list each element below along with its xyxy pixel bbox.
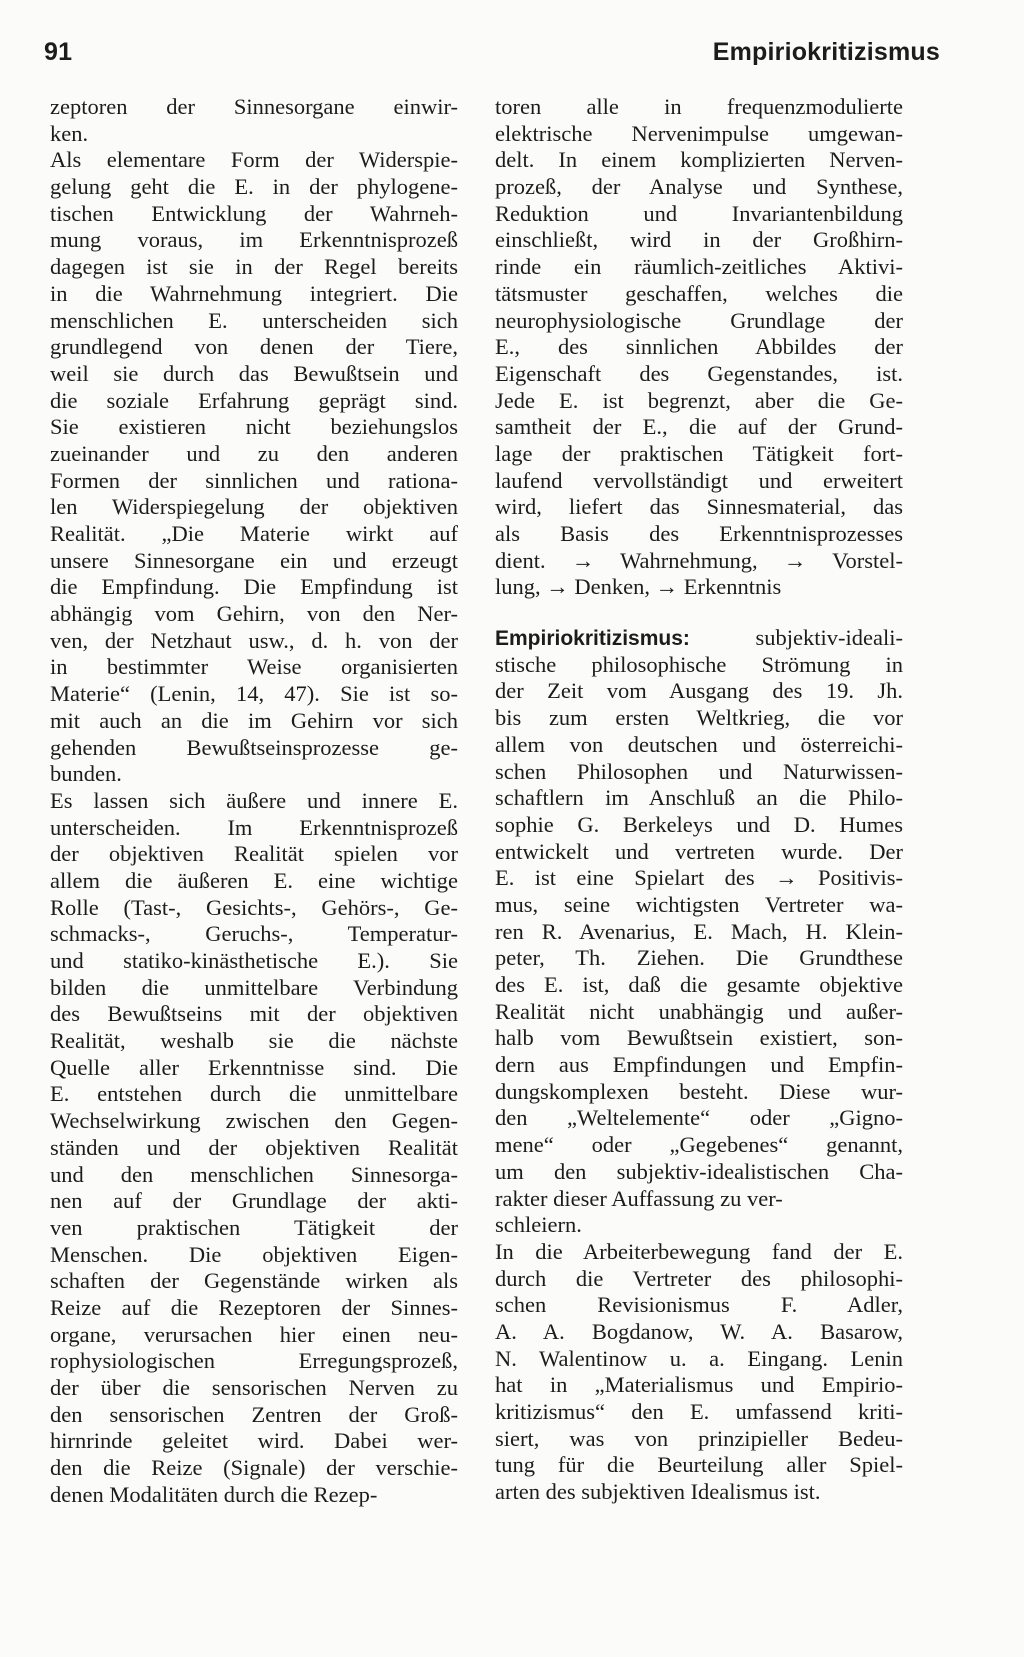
text-line: unterscheiden. Im Erkenntnisprozeß [50, 814, 458, 840]
text-line: Jede E. ist begrenzt, aber die Ge- [495, 387, 903, 413]
text-line: A. A. Bogdanow, W. A. Basarow, [495, 1318, 903, 1344]
text-line: mung voraus, im Erkenntnisprozeß [50, 227, 458, 253]
text-line: schmacks-, Geruchs-, Temperatur- [50, 921, 458, 947]
text-line: E. entstehen durch die unmittelbare [50, 1081, 458, 1107]
text-line: ken. [50, 120, 89, 146]
text-line: bis zum ersten Weltkrieg, die vor [495, 705, 903, 731]
text-line: lung, → Denken, → Erkenntnis [495, 574, 782, 600]
page-number: 91 [44, 38, 73, 66]
text-line: Reduktion und Invariantenbildung [495, 200, 903, 226]
text-line: allem von deutschen und österreichi- [495, 731, 903, 757]
text-line: den sensorischen Zentren der Groß- [50, 1401, 458, 1427]
text-line: peter, Th. Ziehen. Die Grundthese [495, 945, 903, 971]
text-line: Reize auf die Rezeptoren der Sinnes- [50, 1294, 458, 1320]
text-line: Als elementare Form der Widerspie- [50, 147, 458, 173]
text-line: schen Philosophen und Naturwissen- [495, 758, 903, 784]
text-line: Formen der sinnlichen und rationa- [50, 467, 458, 493]
text-line: der über die sensorischen Nerven zu [50, 1375, 458, 1400]
left-text-block [50, 94, 458, 1508]
text-line: Menschen. Die objektiven Eigen- [50, 1241, 458, 1267]
entry-keyword: Empiriokritizismus: [495, 627, 690, 651]
text-line: grundlegend von denen der Tiere, [50, 334, 458, 360]
text-line: mus, seine wichtigsten Vertreter wa- [495, 891, 903, 917]
text-line: bilden die unmittelbare Verbindung [50, 974, 458, 1000]
text-line: dungskomplexen besteht. Diese wur- [495, 1078, 903, 1104]
text-line: rophysiologischen Erregungsprozeß, [50, 1348, 458, 1374]
text-line: sophie G. Berkeleys und D. Humes [495, 811, 903, 837]
text-line: der objektiven Realität spielen vor [50, 841, 458, 867]
text-line: in bestimmter Weise organisierten [50, 654, 458, 680]
running-head: Empiriokritizismus [712, 38, 940, 66]
text-line: den „Weltelemente“ oder „Gigno- [495, 1105, 903, 1131]
text-line: um den subjektiv-idealistischen Cha- [495, 1158, 903, 1184]
text-line: der Zeit vom Ausgang des 19. Jh. [495, 678, 903, 704]
text-line: ständen und der objektiven Realität [50, 1134, 458, 1160]
text-line: des Bewußtseins mit der objektiven [50, 1001, 458, 1027]
text-line: siert, was von prinzipieller Bedeu- [495, 1425, 903, 1451]
text-line: In die Arbeiterbewegung fand der E. [495, 1238, 903, 1264]
left-column [50, 94, 458, 1508]
text-line: hat in „Materialismus und Empirio- [495, 1372, 903, 1398]
text-line: Realität, weshalb sie die nächste [50, 1028, 458, 1054]
text-line: Realität. „Die Materie wirkt auf [50, 521, 458, 546]
text-line: ren R. Avenarius, E. Mach, H. Klein- [495, 918, 903, 944]
text-line: E. ist eine Spielart des → Positivis- [495, 865, 903, 891]
text-line: wird, liefert das Sinnesmaterial, das [495, 494, 903, 520]
text-line: laufend vervollständigt und erweitert [495, 467, 903, 493]
text-line: tätsmuster geschaffen, welches die [495, 280, 903, 306]
text-line: E., des sinnlichen Abbildes der [495, 334, 903, 360]
text-line: und den menschlichen Sinnesorga- [50, 1161, 458, 1187]
text-line: ven praktischen Tätigkeit der [50, 1214, 458, 1240]
text-line: zeptoren der Sinnesorgane einwir- [50, 94, 458, 119]
text-line: entwickelt und vertreten wurde. Der [495, 838, 903, 864]
right-paragraph-1 [495, 94, 903, 601]
text-line: kritizismus“ den E. umfassend kriti- [495, 1399, 903, 1424]
entry-body [495, 652, 903, 1506]
entry-headline [495, 625, 903, 652]
text-line: die Empfindung. Die Empfindung ist [50, 574, 458, 600]
text-line: und statiko-kinästhetische E.). Sie [50, 948, 458, 973]
text-line: stische philosophische Strömung in [495, 651, 903, 677]
text-line: Materie“ (Lenin, 14, 47). Sie ist so- [50, 681, 458, 707]
text-line: halb vom Bewußtsein existiert, son- [495, 1025, 903, 1051]
text-line: schen Revisionismus F. Adler, [495, 1292, 903, 1318]
text-line: gehenden Bewußtseinsprozesse ge- [50, 734, 458, 760]
text-line: mit auch an die im Gehirn vor sich [50, 707, 458, 733]
text-line: allem die äußeren E. eine wichtige [50, 867, 458, 893]
text-line: Realität nicht unabhängig und außer- [495, 998, 903, 1024]
text-line: len Widerspiegelung der objektiven [50, 494, 458, 520]
text-line: hirnrinde geleitet wird. Dabei wer- [50, 1428, 458, 1454]
text-line: tischen Entwicklung der Wahrneh- [50, 200, 458, 226]
text-line: in die Wahrnehmung integriert. Die [50, 280, 458, 306]
text-line: den die Reize (Signale) der verschie- [50, 1455, 458, 1481]
text-line: durch die Vertreter des philosophi- [495, 1265, 903, 1291]
text-line: als Basis des Erkenntnisprozesses [495, 521, 903, 546]
text-line: mene“ oder „Gegebenes“ genannt, [495, 1132, 903, 1158]
text-line: Es lassen sich äußere und innere E. [50, 787, 458, 813]
text-line: dient. → Wahrnehmung, → Vorstel- [495, 547, 903, 573]
text-line: menschlichen E. unterscheiden sich [50, 307, 458, 333]
text-line: rakter dieser Auffassung zu ver- [495, 1185, 783, 1211]
text-line: toren alle in frequenzmodulierte [495, 94, 903, 119]
text-line: schleiern. [495, 1212, 582, 1238]
text-line: Eigenschaft des Gegenstandes, ist. [495, 360, 903, 386]
text-line: Wechselwirkung zwischen den Gegen- [50, 1108, 458, 1134]
text-line: des E. ist, daß die gesamte objektive [495, 972, 903, 997]
dictionary-entry [495, 625, 903, 1506]
text-line: neurophysiologische Grundlage der [495, 307, 903, 333]
text-line: zueinander und zu den anderen [50, 440, 458, 466]
text-line: Rolle (Tast-, Gesichts-, Gehörs-, Ge- [50, 894, 458, 920]
text-line: abhängig vom Gehirn, von den Ner- [50, 601, 458, 627]
text-line: elektrische Nervenimpulse umgewan- [495, 120, 903, 146]
text-line: tung für die Beurteilung aller Spiel- [495, 1452, 903, 1478]
text-line: rinde ein räumlich-zeitliches Aktivi- [495, 254, 903, 280]
text-line: ven, der Netzhaut usw., d. h. von der [50, 627, 458, 653]
text-line: denen Modalitäten durch die Rezep- [50, 1481, 378, 1507]
text-line: Sie existieren nicht beziehungslos [50, 414, 458, 440]
text-line: samtheit der E., die auf der Grund- [495, 414, 903, 440]
text-line: unsere Sinnesorgane ein und erzeugt [50, 547, 458, 573]
text-line: weil sie durch das Bewußtsein und [50, 360, 458, 386]
text-line: dagegen ist sie in der Regel bereits [50, 254, 458, 280]
text-line: organe, verursachen hier einen neu- [50, 1321, 458, 1347]
text-line: die soziale Erfahrung geprägt sind. [50, 387, 458, 413]
right-column [495, 94, 903, 1506]
text-line: delt. In einem komplizierten Nerven- [495, 147, 903, 173]
text-line: schaften der Gegenstände wirken als [50, 1268, 458, 1294]
text-line: nen auf der Grundlage der akti- [50, 1188, 458, 1214]
text-line: prozeß, der Analyse und Synthese, [495, 174, 903, 200]
text-line: dern aus Empfindungen und Empfin- [495, 1052, 903, 1078]
text-line: Quelle aller Erkenntnisse sind. Die [50, 1054, 458, 1080]
text-line: schaftlern im Anschluß an die Philo- [495, 785, 903, 811]
text-line: bunden. [50, 761, 122, 787]
entry-gap [495, 601, 903, 625]
text-line: gelung geht die E. in der phylogene- [50, 174, 458, 200]
text-line: N. Walentinow u. a. Eingang. Lenin [495, 1345, 903, 1371]
text-line: arten des subjektiven Idealismus ist. [495, 1479, 821, 1505]
text-line: lage der praktischen Tätigkeit fort- [495, 440, 903, 466]
text-line: einschließt, wird in der Großhirn- [495, 227, 903, 253]
entry-first-line: subjektiv-ideali- [689, 625, 903, 651]
